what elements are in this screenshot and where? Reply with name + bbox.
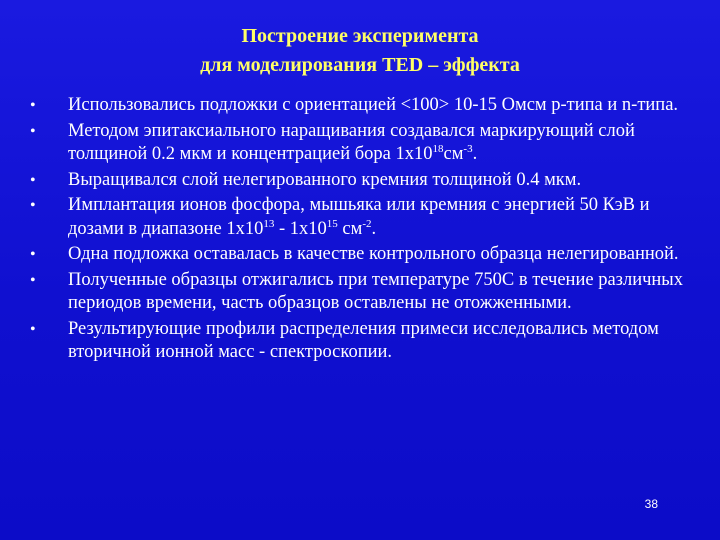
list-item	[28, 194, 692, 241]
superscript: 18	[432, 143, 444, 155]
list-item-text: - 1х10	[274, 218, 327, 239]
slide-number: 38	[644, 497, 658, 511]
list-item-text: .	[371, 218, 377, 239]
bullet-dot-icon: •	[30, 171, 36, 189]
list-item-text: Полученные образцы отжигались при температуре 750С в течение различных периодов времени, часть образцов оставлены не отожженными.	[68, 269, 683, 313]
list-item	[28, 318, 692, 365]
list-item	[28, 169, 692, 193]
bullet-list	[28, 94, 692, 367]
list-item	[28, 243, 692, 267]
superscript: 13	[263, 217, 275, 230]
bullet-dot-icon: •	[30, 122, 36, 140]
list-item-text: см	[443, 144, 464, 164]
superscript: -3	[463, 143, 473, 155]
list-item-text: Имплантация ионов фосфора, мышьяка или кремния с энергией 50 КэВ и дозами в диапазоне 1х10	[68, 195, 650, 239]
bullet-dot-icon: •	[30, 271, 36, 289]
bullet-dot-icon: •	[30, 246, 36, 263]
list-item	[28, 269, 692, 316]
list-item	[28, 120, 692, 167]
list-item-text: Использовались подложки с ориентацией <100> 10-15 Омсм р-типа и n-типа.	[68, 95, 679, 115]
slide-title	[0, 22, 720, 80]
superscript: -2	[362, 217, 372, 230]
list-item-text: .	[472, 144, 478, 164]
bullet-dot-icon: •	[30, 97, 36, 114]
list-item	[28, 94, 692, 118]
bullet-dot-icon: •	[30, 320, 36, 338]
list-item-text: Одна подложка оставалась в качестве контрольного образца нелегированной.	[68, 244, 679, 264]
list-item-text: Результирующие профили распределения примеси исследовались методом вторичной ионной масс - спектроскопии.	[68, 318, 659, 362]
superscript: 15	[326, 217, 338, 230]
list-item-text: Методом эпитаксиального наращивания создавался маркирующий слой толщиной 0.2 мкм и концентрацией бора 1х10	[68, 120, 635, 164]
bullet-dot-icon: •	[30, 197, 36, 214]
slide-title-line-2: для моделирования TED – эффекта	[200, 54, 520, 76]
slide-title-line-1: Построение эксперимента	[241, 25, 479, 47]
list-item-text: Выращивался слой нелегированного кремния толщиной 0.4 мкм.	[68, 169, 582, 190]
list-item-text: см	[337, 218, 363, 239]
